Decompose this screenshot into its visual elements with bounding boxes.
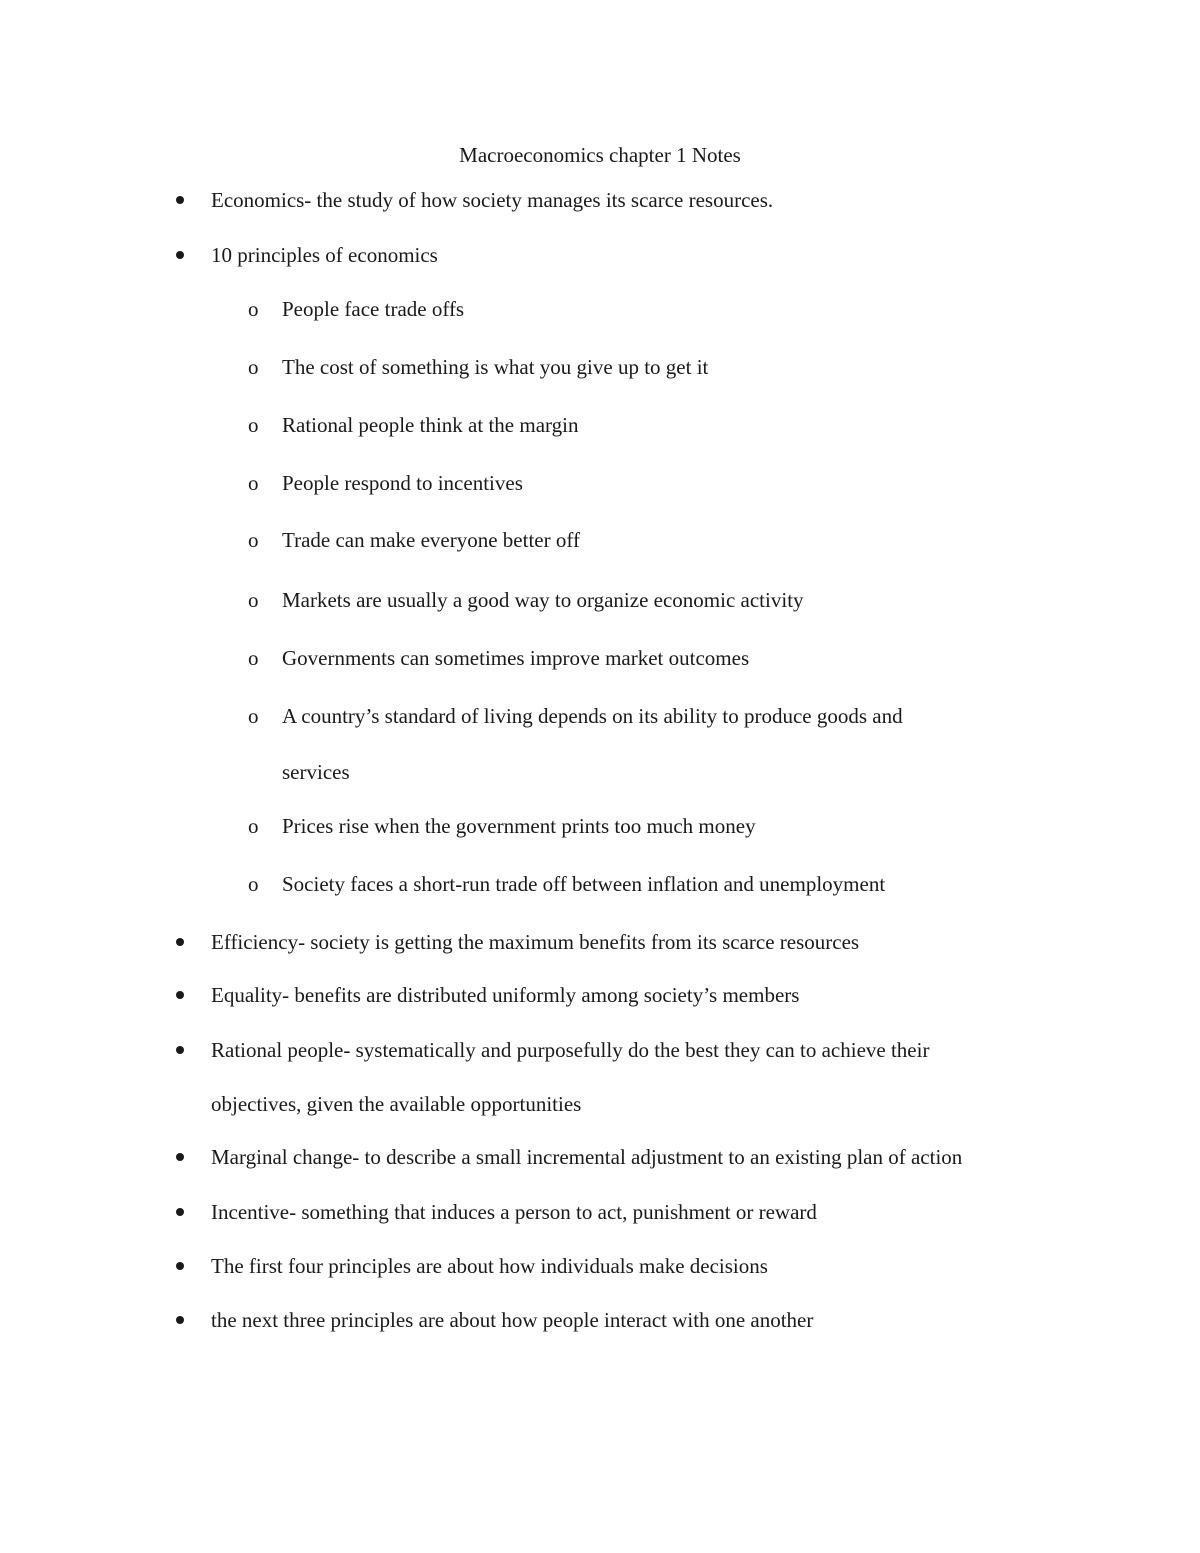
bullet-icon — [176, 1208, 184, 1216]
sub-bullet-marker: o — [248, 355, 259, 379]
principle-item: Rational people think at the margin — [282, 413, 579, 437]
principle-item: Markets are usually a good way to organize economic activity — [282, 588, 804, 612]
sub-bullet-marker: o — [248, 413, 259, 437]
principle-item-continuation: services — [282, 760, 350, 784]
sub-bullet-marker: o — [248, 588, 259, 612]
bullet-item-equality: Equality- benefits are distributed uniformly among society’s members — [211, 983, 800, 1007]
sub-bullet-marker: o — [248, 297, 259, 321]
bullet-icon — [176, 251, 184, 259]
principle-item: People face trade offs — [282, 297, 465, 321]
sub-bullet-marker: o — [248, 872, 259, 896]
bullet-item-efficiency: Efficiency- society is getting the maximum benefits from its scarce resources — [211, 930, 860, 954]
sub-bullet-marker: o — [248, 814, 259, 838]
bullet-icon — [176, 1262, 184, 1270]
document-title: Macroeconomics chapter 1 Notes — [459, 143, 741, 167]
principle-item: Society faces a short-run trade off between inflation and unemployment — [282, 872, 886, 896]
principle-item: A country’s standard of living depends on its ability to produce goods and — [282, 704, 903, 728]
bullet-icon — [176, 196, 184, 204]
sub-bullet-marker: o — [248, 528, 259, 552]
principle-item: People respond to incentives — [282, 471, 523, 495]
sub-bullet-marker: o — [248, 471, 259, 495]
bullet-item-incentive: Incentive- something that induces a person to act, punishment or reward — [211, 1200, 817, 1224]
principle-item: Prices rise when the government prints too much money — [282, 814, 756, 838]
bullet-icon — [176, 1316, 184, 1324]
bullet-item-next-three: the next three principles are about how people interact with one another — [211, 1308, 814, 1332]
bullet-icon — [176, 1046, 184, 1054]
bullet-item-economics: Economics- the study of how society manages its scarce resources. — [211, 188, 774, 212]
bullet-item-rational-people: Rational people- systematically and purposefully do the best they can to achieve their — [211, 1038, 930, 1062]
bullet-item-marginal-change: Marginal change- to describe a small incremental adjustment to an existing plan of action — [211, 1145, 963, 1169]
bullet-icon — [176, 991, 184, 999]
sub-bullet-marker: o — [248, 646, 259, 670]
principle-item: Trade can make everyone better off — [282, 528, 580, 552]
principle-item: Governments can sometimes improve market outcomes — [282, 646, 750, 670]
bullet-item-ten-principles: 10 principles of economics — [211, 243, 438, 267]
bullet-icon — [176, 1153, 184, 1161]
sub-bullet-marker: o — [248, 704, 259, 728]
bullet-item-continuation: objectives, given the available opportunities — [211, 1092, 582, 1116]
principle-item: The cost of something is what you give up to get it — [282, 355, 709, 379]
bullet-item-first-four: The first four principles are about how individuals make decisions — [211, 1254, 768, 1278]
bullet-icon — [176, 938, 184, 946]
